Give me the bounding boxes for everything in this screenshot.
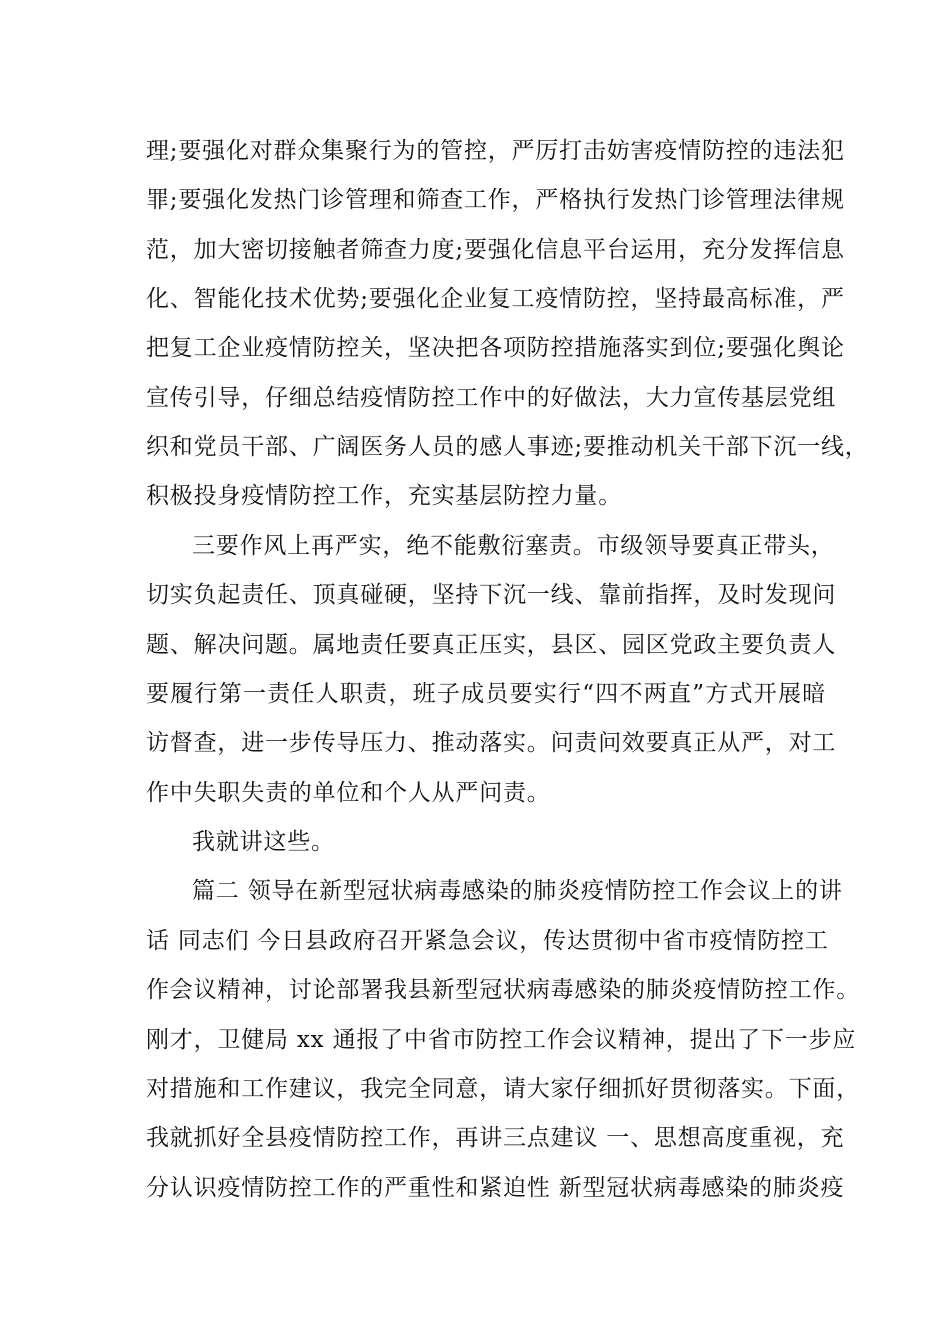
text-line: 化、智能化技术优势;要强化企业复工疫情防控，坚持最高标准，严: [146, 286, 845, 312]
text-line: 宣传引导，仔细总结疫情防控工作中的好做法，大力宣传基层党组: [146, 385, 837, 411]
paragraph-first-line: 我就讲这些。: [192, 829, 335, 855]
text-line: 把复工企业疫情防控关，坚决把各项防控措施落实到位;要强化舆论: [146, 335, 845, 361]
text-line: 作中失职失责的单位和个人从严问责。: [146, 780, 551, 806]
text-line: 对措施和工作建议，我完全同意，请大家仔细抓好贯彻落实。下面，: [146, 1076, 860, 1102]
text-line: 访督查，进一步传导压力、推动落实。问责问效要真正从严，对工: [146, 730, 837, 756]
text-line: 要履行第一责任人职责，班子成员要实行“四不两直”方式开展暗: [146, 681, 826, 707]
paragraph-first-line: 三要作风上再严实，绝不能敷衍塞责。市级领导要真正带头，: [192, 533, 835, 559]
text-line: 积极投身疫情防控工作，充实基层防控力量。: [146, 483, 622, 509]
text-line: 我就抓好全县疫情防控工作，再讲三点建议 一、思想高度重视，充: [146, 1125, 845, 1151]
text-line: 分认识疫情防控工作的严重性和紧迫性 新型冠状病毒感染的肺炎疫: [146, 1175, 845, 1201]
text-line: 题、解决问题。属地责任要真正压实，县区、园区党政主要负责人: [146, 632, 837, 658]
text-line: 作会议精神，讨论部署我县新型冠状病毒感染的肺炎疫情防控工作。: [146, 977, 860, 1003]
text-line: 织和党员干部、广阔医务人员的感人事迹;要推动机关干部下沉一线，: [146, 434, 869, 460]
text-line: 范，加大密切接触者筛查力度;要强化信息平台运用，充分发挥信息: [146, 237, 845, 263]
text-line: 理;要强化对群众集聚行为的管控，严厉打击妨害疫情防控的违法犯: [146, 138, 845, 164]
text-line: 罪;要强化发热门诊管理和筛查工作，严格执行发热门诊管理法律规: [146, 187, 845, 213]
text-line: 切实负起责任、顶真碰硬，坚持下沉一线、靠前指挥，及时发现问: [146, 582, 837, 608]
paragraph-first-line: 篇二 领导在新型冠状病毒感染的肺炎疫情防控工作会议上的讲: [192, 878, 843, 904]
text-line: 刚才，卫健局 xx 通报了中省市防控工作会议精神，提出了下一步应: [146, 1027, 857, 1053]
text-line: 话 同志们 今日县政府召开紧急会议，传达贯彻中省市疫情防控工: [146, 928, 829, 954]
